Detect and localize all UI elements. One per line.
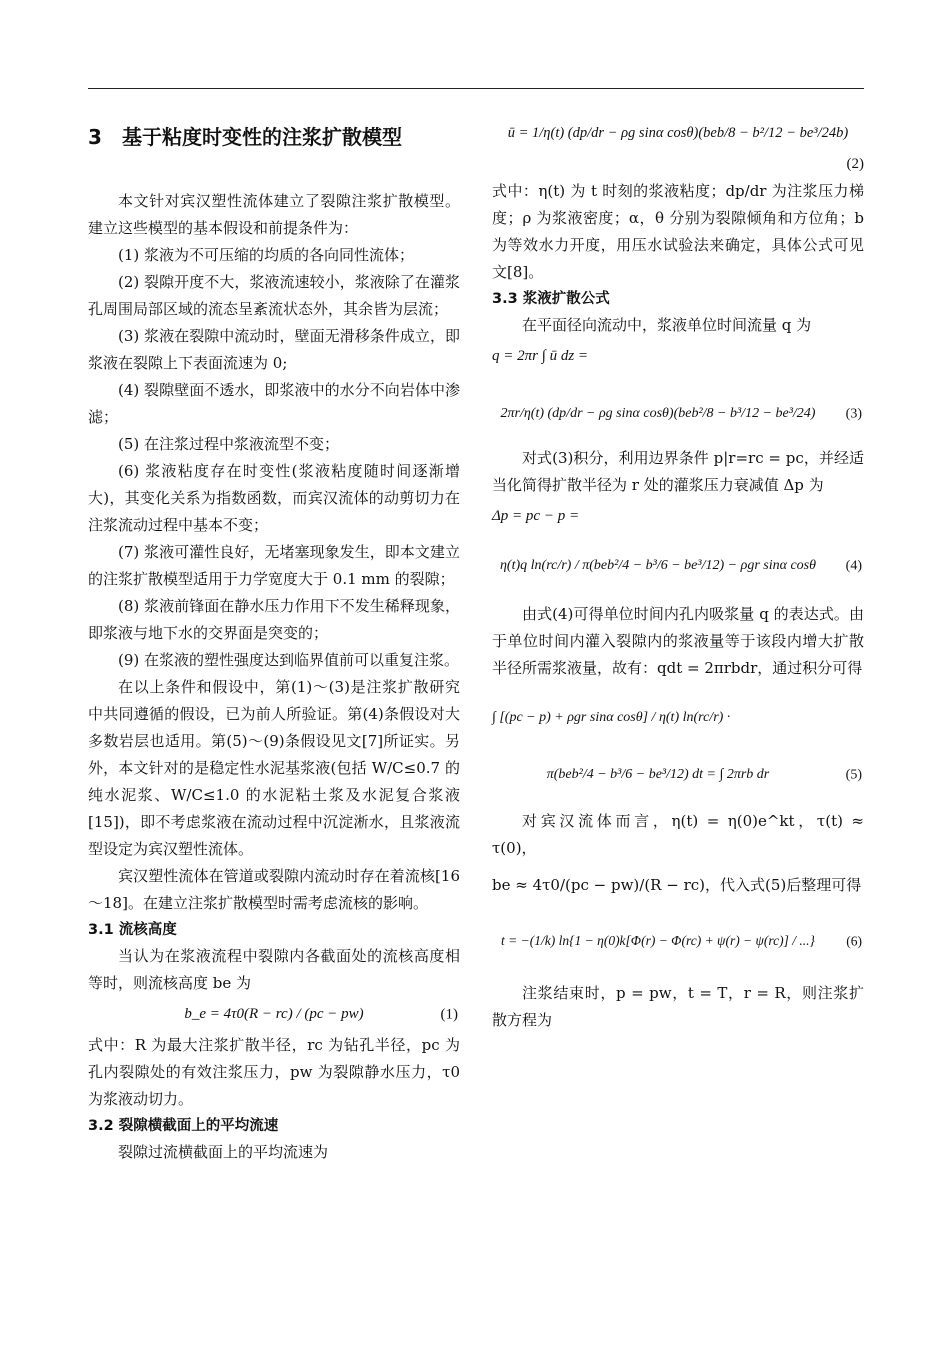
header-rule — [88, 88, 864, 89]
equation-2-body: ū = 1/η(t) (dp/dr − ρg sinα cosθ)(beb/8 − b²/12 − be³/24b) — [507, 125, 849, 141]
equation-1-tag: (1) — [440, 1006, 458, 1022]
right-column — [492, 118, 864, 1034]
assumption-1: (1) 浆液为不可压缩的均质的各向同性流体； — [118, 246, 415, 264]
assumption-5: (5) 在注浆过程中浆液流型不变； — [118, 435, 340, 453]
equation-4-body: η(t)q ln(rc/r) / π(beb²/4 − b³/6 − be³/12) − ρgr sinα cosθ — [499, 558, 816, 573]
flow-rate-text: 在平面径向流动中，浆液单位时间流量 q 为 — [522, 316, 812, 334]
final-condition-text: 注浆结束时，p = pw，t = T，r = R，则注浆扩散方程为 — [492, 984, 864, 1029]
left-column — [88, 118, 460, 1166]
assumption-8: (8) 浆液前锋面在静水压力作用下不发生稀释现象，即浆液与地下水的交界面是突变的； — [88, 597, 460, 642]
assumption-4: (4) 裂隙壁面不透水，即浆液中的水分不向岩体中渗滤； — [88, 381, 460, 426]
equation-4-line-1 — [492, 503, 864, 530]
substitution-text: be ≈ 4τ0/(pc − pw)/(R − rc)，代入式(5)后整理可得 — [492, 876, 862, 894]
subsection-3-3-heading: 3.3 浆液扩散公式 — [492, 291, 610, 307]
assumption-2: (2) 裂隙开度不大，浆液流速较小，浆液除了在灌浆孔周围局部区域的流态呈紊流状态外，其余皆为层流； — [88, 273, 460, 318]
equation-1-description: 式中：R 为最大注浆扩散半径，rc 为钻孔半径，pc 为孔内裂隙处的有效注浆压力，pw 为裂隙静水压力，τ0 为浆液动切力。 — [88, 1036, 460, 1108]
assumption-6: (6) 浆液粘度存在时变性(浆液粘度随时间逐渐增大)，其变化关系为指数函数，而宾汉流体的动剪切力在注浆流动过程中基本不变； — [88, 462, 460, 534]
equation-2-description: 式中：η(t) 为 t 时刻的浆液粘度；dp/dr 为注浆压力梯度；ρ 为浆液密度；α，θ 分别为裂隙倾角和方位角；b 为等效水力开度，用压水试验法来确定，具体公式可见文[8]。 — [492, 182, 864, 281]
grout-volume-text: 由式(4)可得单位时间内孔内吸浆量 q 的表达式。由于单位时间内灌入裂隙内的浆液量等于该段内增大扩散半径所需浆液量，故有：qdt = 2πrbdr，通过积分可得 — [492, 605, 864, 677]
equation-1-body: b_e = 4τ0(R − rc) / (pc − pw) — [184, 1006, 364, 1022]
equation-6-tag: (6) — [846, 933, 862, 948]
equation-5-body: π(beb²/4 − b³/6 − be³/12) dt = ∫ 2πrb dr — [546, 767, 770, 782]
equation-3 — [492, 400, 864, 427]
equation-4-lhs: Δp = pc − p = — [492, 508, 580, 524]
assumption-9: (9) 在浆液的塑性强度达到临界值前可以重复注浆。 — [118, 651, 460, 669]
subsection-3-2-heading: 3.2 裂隙横截面上的平均流速 — [88, 1118, 279, 1134]
equation-5 — [492, 761, 864, 788]
equation-6 — [492, 927, 864, 954]
equation-5-integral: ∫ [(pc − p) + ρgr sinα cosθ] / η(t) ln(rc/r) · — [492, 710, 731, 725]
equation-2-tag: (2) — [846, 156, 864, 172]
equation-5-tag: (5) — [845, 767, 862, 782]
equation-5-line-1 — [492, 704, 864, 731]
equation-4-tag: (4) — [845, 558, 862, 573]
assumption-discussion: 在以上条件和假设中，第(1)～(3)是注浆扩散研究中共同遵循的假设，已为前人所验证。第(4)条假设对大多数岩层也适用。第(5)～(9)条假设见文[7]所证实。另外，本文针对的是稳定性水泥基浆液(包括 W/C≤0.7 的纯水泥浆、W/C≤1.0 的水泥粘土浆及水泥复合浆液[15])，即不考虑浆液在流动过程中沉淀淅水，且浆液流型设定为宾汉塑性流体。 — [88, 678, 460, 858]
subsection-3-1-heading: 3.1 流核高度 — [88, 922, 177, 938]
equation-3-lhs: q = 2πr ∫ ū dz = — [492, 348, 589, 364]
equation-3-line-1 — [492, 343, 864, 370]
assumption-3: (3) 浆液在裂隙中流动时，壁面无滑移条件成立，即浆液在裂隙上下表面流速为 0; — [88, 327, 460, 372]
equation-4 — [492, 552, 864, 579]
boundary-condition-text: 对式(3)积分，利用边界条件 p|r=rc = pc，并经适当化简得扩散半径为 r 处的灌浆压力衰减值 Δp 为 — [492, 449, 864, 494]
flow-core-text: 当认为在浆液流程中裂隙内各截面处的流核高度相等时，则流核高度 be 为 — [88, 947, 460, 992]
equation-3-tag: (3) — [845, 406, 862, 421]
section-title: 基于粘度时变性的注浆扩散模型 — [122, 125, 402, 149]
intro-paragraph: 本文针对宾汉塑性流体建立了裂隙注浆扩散模型。建立这些模型的基本假设和前提条件为： — [88, 192, 460, 237]
bingham-text: 对宾汉流体而言，η(t) = η(0)e^kt，τ(t) ≈ τ(0)， — [492, 812, 864, 857]
equation-1 — [88, 1001, 460, 1028]
equation-3-body: 2πr/η(t) (dp/dr − ρg sinα cosθ)(beb²/8 − b³/12 − be³/24) — [500, 406, 816, 421]
assumption-7: (7) 浆液可灌性良好，无堵塞现象发生，即本文建立的注浆扩散模型适用于力学宽度大于 0.1 mm 的裂隙； — [88, 543, 460, 588]
equation-2 — [492, 120, 864, 147]
section-number: 3 — [88, 125, 102, 149]
mean-velocity-text: 裂隙过流横截面上的平均流速为 — [118, 1143, 329, 1161]
flow-core-paragraph: 宾汉塑性流体在管道或裂隙内流动时存在着流核[16～18]。在建立注浆扩散模型时需考虑流核的影响。 — [88, 867, 460, 912]
section-heading — [88, 120, 460, 154]
equation-6-body: t = −(1/k) ln{1 − η(0)k[Φ(r) − Φ(rc) + ψ(r) − ψ(rc)] / ...} — [501, 933, 815, 948]
